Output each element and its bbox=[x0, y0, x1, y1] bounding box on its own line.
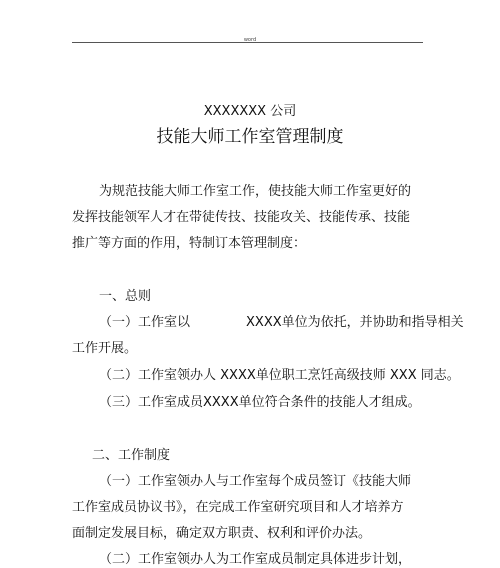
section1-item1-part-a: （一）工作室以 bbox=[99, 315, 191, 330]
intro-line-3: 推广等方面的作用，特制订本管理制度： bbox=[72, 236, 307, 251]
section2-item2: （二）工作室领办人为工作室成员制定具体进步计划， bbox=[99, 552, 412, 567]
section1-item1-continuation: 工作开展。 bbox=[72, 341, 138, 356]
header-mark: word bbox=[243, 37, 257, 43]
section1-item1-part-b: XXXX单位为依托，并协助和指导相关 bbox=[246, 315, 464, 330]
header-rule bbox=[72, 42, 423, 43]
section1-heading: 一、总则 bbox=[99, 289, 152, 304]
section1-item3: （三）工作室成员XXXX单位符合条件的技能人才组成。 bbox=[99, 395, 421, 410]
document-title: 技能大师工作室管理制度 bbox=[156, 127, 344, 147]
section2-item1-line-3: 面制定发展目标，确定双方职责、权利和评价办法。 bbox=[72, 526, 372, 541]
section2-item1-line-2: 工作室成员协议书》，在完成工作室研究项目和人才培养方 bbox=[72, 500, 404, 515]
section1-item2: （二）工作室领办人 XXXX单位职工烹饪高级技师 XXX 同志。 bbox=[99, 368, 460, 383]
intro-line-2: 发挥技能领军人才在带徒传技、技能攻关、技能传承、技能 bbox=[72, 210, 411, 225]
company-name: XXXXXXX 公司 bbox=[203, 104, 297, 119]
section1-item1 bbox=[99, 315, 464, 331]
section2-item1-line-1: （一）工作室领办人与工作室每个成员签订《技能大师 bbox=[99, 474, 412, 489]
section2-heading: 二、工作制度 bbox=[92, 448, 171, 463]
intro-line-1: 为规范技能大师工作室工作，使技能大师工作室更好的 bbox=[99, 184, 412, 199]
